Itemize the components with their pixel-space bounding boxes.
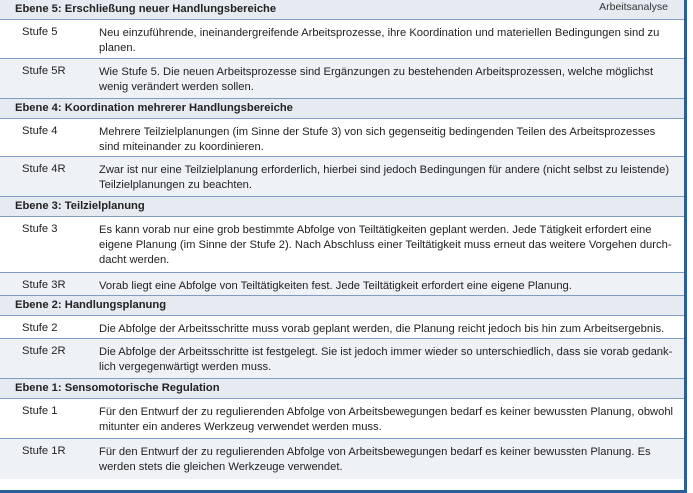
table-row xyxy=(0,217,684,273)
table-row xyxy=(0,20,684,59)
table-row xyxy=(0,316,684,339)
stufe-label: Stufe 2R xyxy=(22,345,66,357)
section-heading: Ebene 1: Sensomotorische Regulation xyxy=(0,379,684,399)
table-row xyxy=(0,399,684,439)
stufe-label: Stufe 1R xyxy=(22,445,66,457)
table-row xyxy=(0,273,684,296)
section-heading: Ebene 4: Koordination mehrerer Handlungsbereiche xyxy=(0,99,684,119)
stufe-description: Es kann vorab nur eine grob bestimmte Abfolge von Teiltätigkeiten geplant werden. Jede Tätigkeit erfordert eine eigene Planung (im Sinne der Stufe 2). Nach Abschluss einer Teiltätigkeit muss erneut das weitere Vorgehen durchdacht werden. xyxy=(99,224,672,266)
stufe-description: Wie Stufe 5. Die neuen Arbeitsprozesse sind Ergänzungen zu bestehenden Arbeitsprozessen, welche möglichst wenig verändert werden sollen. xyxy=(99,66,654,93)
stufe-label: Stufe 3 xyxy=(22,223,58,235)
stufe-description: Für den Entwurf der zu regulierenden Abfolge von Arbeitsbewegungen bedarf es keiner bewussten Planung. Es werden stets die gleichen Werkzeuge verwendet. xyxy=(99,446,651,473)
stufe-description: Zwar ist nur eine Teilzielplanung erforderlich, hierbei sind jedoch Bedingungen für andere (nicht selbst zu leistende) Teilzielplanungen zu beachten. xyxy=(99,164,670,191)
table-row xyxy=(0,59,684,99)
stufe-description: Mehrere Teilzielplanungen (im Sinne der Stufe 3) von sich gegenseitig bedingenden Teilen des Arbeitsprozesses sind miteinander zu koordinieren. xyxy=(99,126,656,153)
stufe-label: Stufe 5 xyxy=(22,26,58,38)
table-row xyxy=(0,439,684,479)
stufe-description: Neu einzuführende, ineinandergreifende Arbeitsprozesse, ihre Koordination und materiellen Bedingungen sind zu planen. xyxy=(99,27,660,54)
section-heading: Ebene 2: Handlungsplanung xyxy=(0,296,684,316)
stufe-label: Stufe 2 xyxy=(22,322,58,334)
section-heading: Ebene 5: Erschließung neuer Handlungsbereiche xyxy=(0,0,684,20)
stufe-description: Vorab liegt eine Abfolge von Teiltätigkeiten fest. Jede Teiltätigkeit erfordert eine eigene Planung. xyxy=(99,280,572,292)
table-row xyxy=(0,119,684,157)
stufe-description: Die Abfolge der Arbeitsschritte muss vorab geplant werden, die Planung reicht jedoch bis hin zum Arbeitsergebnis. xyxy=(99,323,665,335)
stufe-label: Stufe 1 xyxy=(22,405,58,417)
table-row xyxy=(0,339,684,379)
stufe-label: Stufe 4R xyxy=(22,163,66,175)
stufe-description: Für den Entwurf der zu regulierenden Abfolge von Arbeitsbewegungen bedarf es keiner bewussten Planung, obwohl mitunter ein anderes Werkzeug verwendet werden muss. xyxy=(99,406,674,433)
stufe-label: Stufe 5R xyxy=(22,65,66,77)
stufe-label: Stufe 3R xyxy=(22,279,66,291)
stufe-description: Die Abfolge der Arbeitsschritte ist festgelegt. Sie ist jedoch immer wieder so unterschiedlich, dass sie vorab gedanklich vergegenwärtigt werden muss. xyxy=(99,346,673,373)
running-header: Arbeitsanalyse xyxy=(599,1,668,13)
table-row xyxy=(0,157,684,197)
stufe-label: Stufe 4 xyxy=(22,125,58,137)
section-heading: Ebene 3: Teilzielplanung xyxy=(0,197,684,217)
